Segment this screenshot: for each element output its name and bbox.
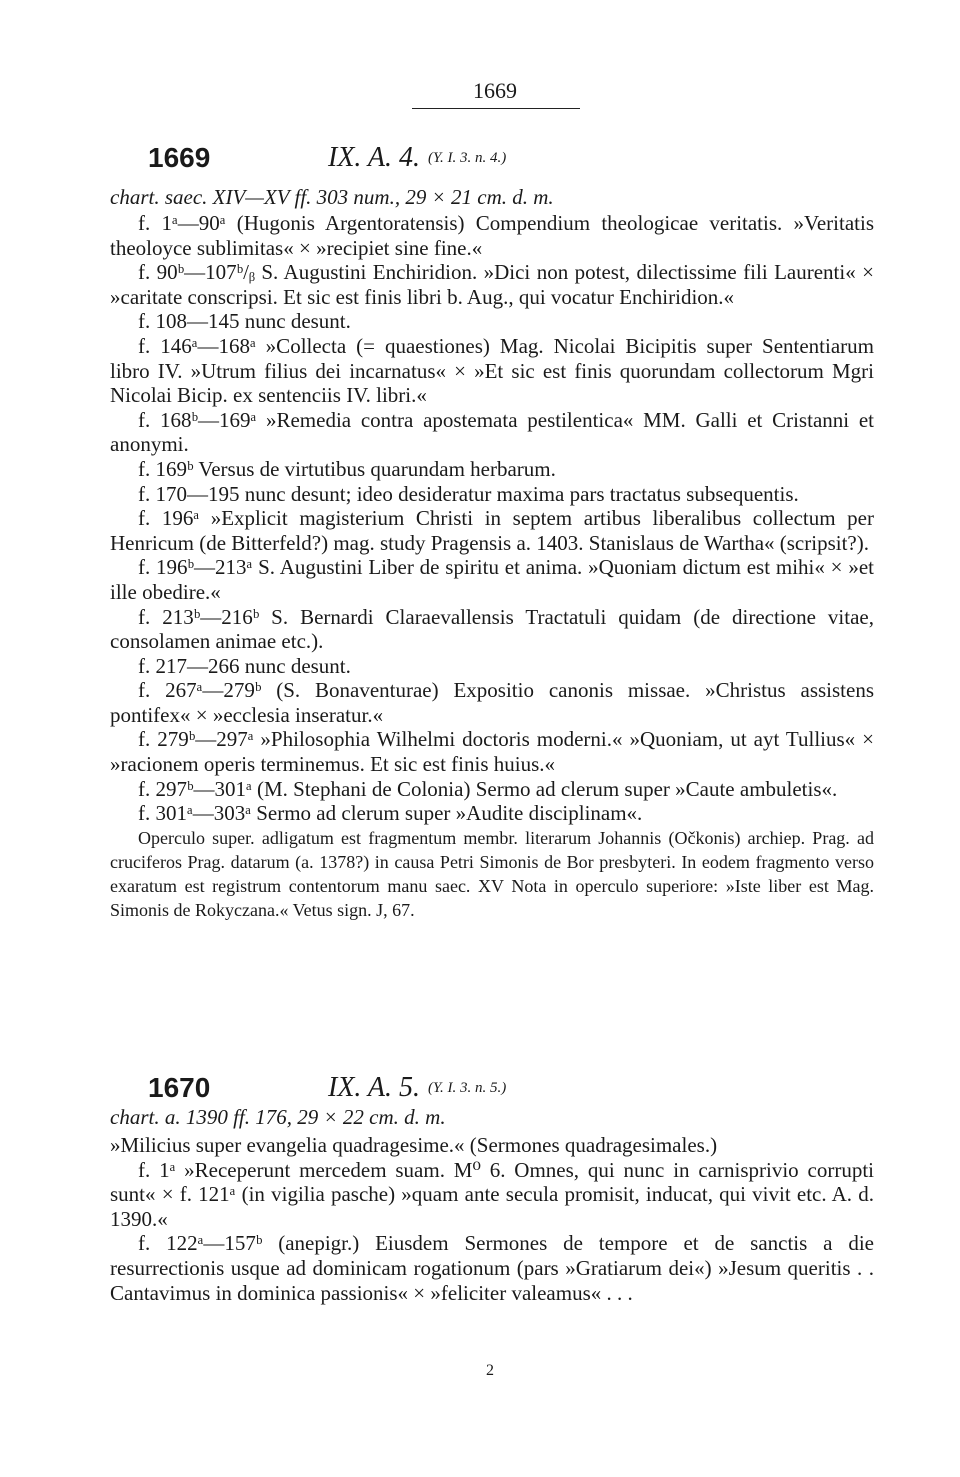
physical-description: chart. a. 1390 ff. 176, 29 × 22 cm. d. m. — [110, 1105, 446, 1129]
content-item: f. 1ᵃ »Receperunt mercedem suam. M⁰ 6. Omnes, qui nunc in carnisprivio corrupti sunt« × f. 121ᵃ (in vigilia pasche) »quam ante secula promisit, inducat, qui vivit etc. A. d. 1390.« — [110, 1157, 874, 1231]
content-item: f. 169ᵇ Versus de virtutibus quarundam herbarum. — [138, 456, 556, 481]
shelfmark-text: IX. A. 4. — [328, 142, 421, 173]
content-item: f. 122ᵃ—157ᵇ (anepigr.) Eiusdem Sermones de tempore et de sanctis a die resurrectionis usque ad dominicam rogationum (pars »Gratiarum dei«) »Jesum queritis . . Cantavimus in dominica passionis« × »feliciter valeamus« . . . — [110, 1231, 874, 1305]
shelfmark — [328, 1072, 506, 1104]
content-item: f. 90ᵇ—107ᵇ/ᵦ S. Augustini Enchiridion. »Dici non potest, dilectissime fili Laurenti« × »caritate conscripsi. Et sic est finis libri b. Aug., qui vocatur Enchiridion.« — [110, 260, 874, 309]
entry-heading — [148, 142, 868, 182]
content-item: f. 297ᵇ—301ᵃ (M. Stephani de Colonia) Sermo ad clerum super »Caute ambuletis«. — [138, 776, 838, 801]
content-item: f. 196ᵃ »Explicit magisterium Christi in septem artibus liberalibus collectum per Henricum (de Bitterfeld?) mag. study Pragensis a. 1403. Stanislaus de Wartha« (scripsit?). — [110, 506, 874, 555]
content-item: f. 108—145 nunc desunt. — [138, 309, 351, 334]
content-item: f. 301ᵃ—303ᵃ Sermo ad clerum super »Audite disciplinam«. — [138, 801, 643, 826]
binding-note: Operculo super. adligatum est fragmentum membr. literarum Johannis (Očkonis) archiep. Prag. ad cruciferos Prag. datarum (a. 1378?) in causa Petri Simonis de Bor presbyteri. In eodem fragmento verso exaratum est registrum contentorum manu saec. XV Nota in operculo superiore: »Iste liber est Mag. Simonis de Rokyczana.« Vetus sign. J, 67. — [110, 827, 874, 921]
shelfmark — [328, 142, 506, 174]
entry-number: 1669 — [148, 142, 211, 173]
content-item: f. 168ᵇ—169ᵃ »Remedia contra apostemata pestilentica« MM. Galli et Cristanni et anonymi. — [110, 407, 874, 457]
header-rule — [412, 108, 580, 109]
content-item: f. 170—195 nunc desunt; ideo desideratur maxima pars tractatus subsequentis. — [138, 481, 799, 506]
shelfmark-text: IX. A. 5. — [328, 1072, 421, 1103]
entry-body — [110, 211, 874, 923]
content-item: f. 213ᵇ—216ᵇ S. Bernardi Claraevallensis Tractatuli quidam (de directione vitae, consolamen animae etc.). — [110, 604, 874, 654]
running-head: 1669 — [473, 78, 517, 103]
physical-description: chart. saec. XIV—XV ff. 303 num., 29 × 21 cm. d. m. — [110, 185, 554, 209]
content-item: f. 146ᵃ—168ᵃ »Collecta (= quaestiones) Mag. Nicolai Bicipitis super Sententiarum libro IV. »Utrum filius dei incarnatus« × »Et sic est finis quorundam collectorum Mgri Nicolai Bicip. ex sentenciis IV. libri.« — [110, 333, 874, 408]
content-item: f. 279ᵇ—297ᵃ »Philosophia Wilhelmi doctoris moderni.« »Quoniam, ut ayt Tullius« × »racionem operis terminemus. Et sic est finis huius.« — [110, 727, 874, 777]
entry-number: 1670 — [148, 1072, 211, 1103]
content-item: f. 1ᵃ—90ᵃ (Hugonis Argentoratensis) Compendium theologicae veritatis. »Veritatis theoloyce sublimitas« × »recipiet sine fine.« — [110, 211, 874, 260]
old-shelfmark: (Y. I. 3. n. 4.) — [428, 150, 507, 166]
content-item: f. 217—266 nunc desunt. — [138, 653, 351, 678]
content-item: f. 196ᵇ—213ᵃ S. Augustini Liber de spiritu et anima. »Quoniam dictum est mihi« × »et ille obedire.« — [110, 555, 874, 604]
old-shelfmark: (Y. I. 3. n. 5.) — [428, 1080, 507, 1096]
content-item: »Milicius super evangelia quadragesime.« (Sermones quadragesimales.) — [110, 1133, 718, 1157]
content-item: f. 267ᵃ—279ᵇ (S. Bonaventurae) Expositio canonis missae. »Christus assistens pontifex« × »ecclesia inseratur.« — [110, 678, 874, 727]
page-number: 2 — [486, 1362, 494, 1379]
entry-body — [110, 1133, 874, 1305]
